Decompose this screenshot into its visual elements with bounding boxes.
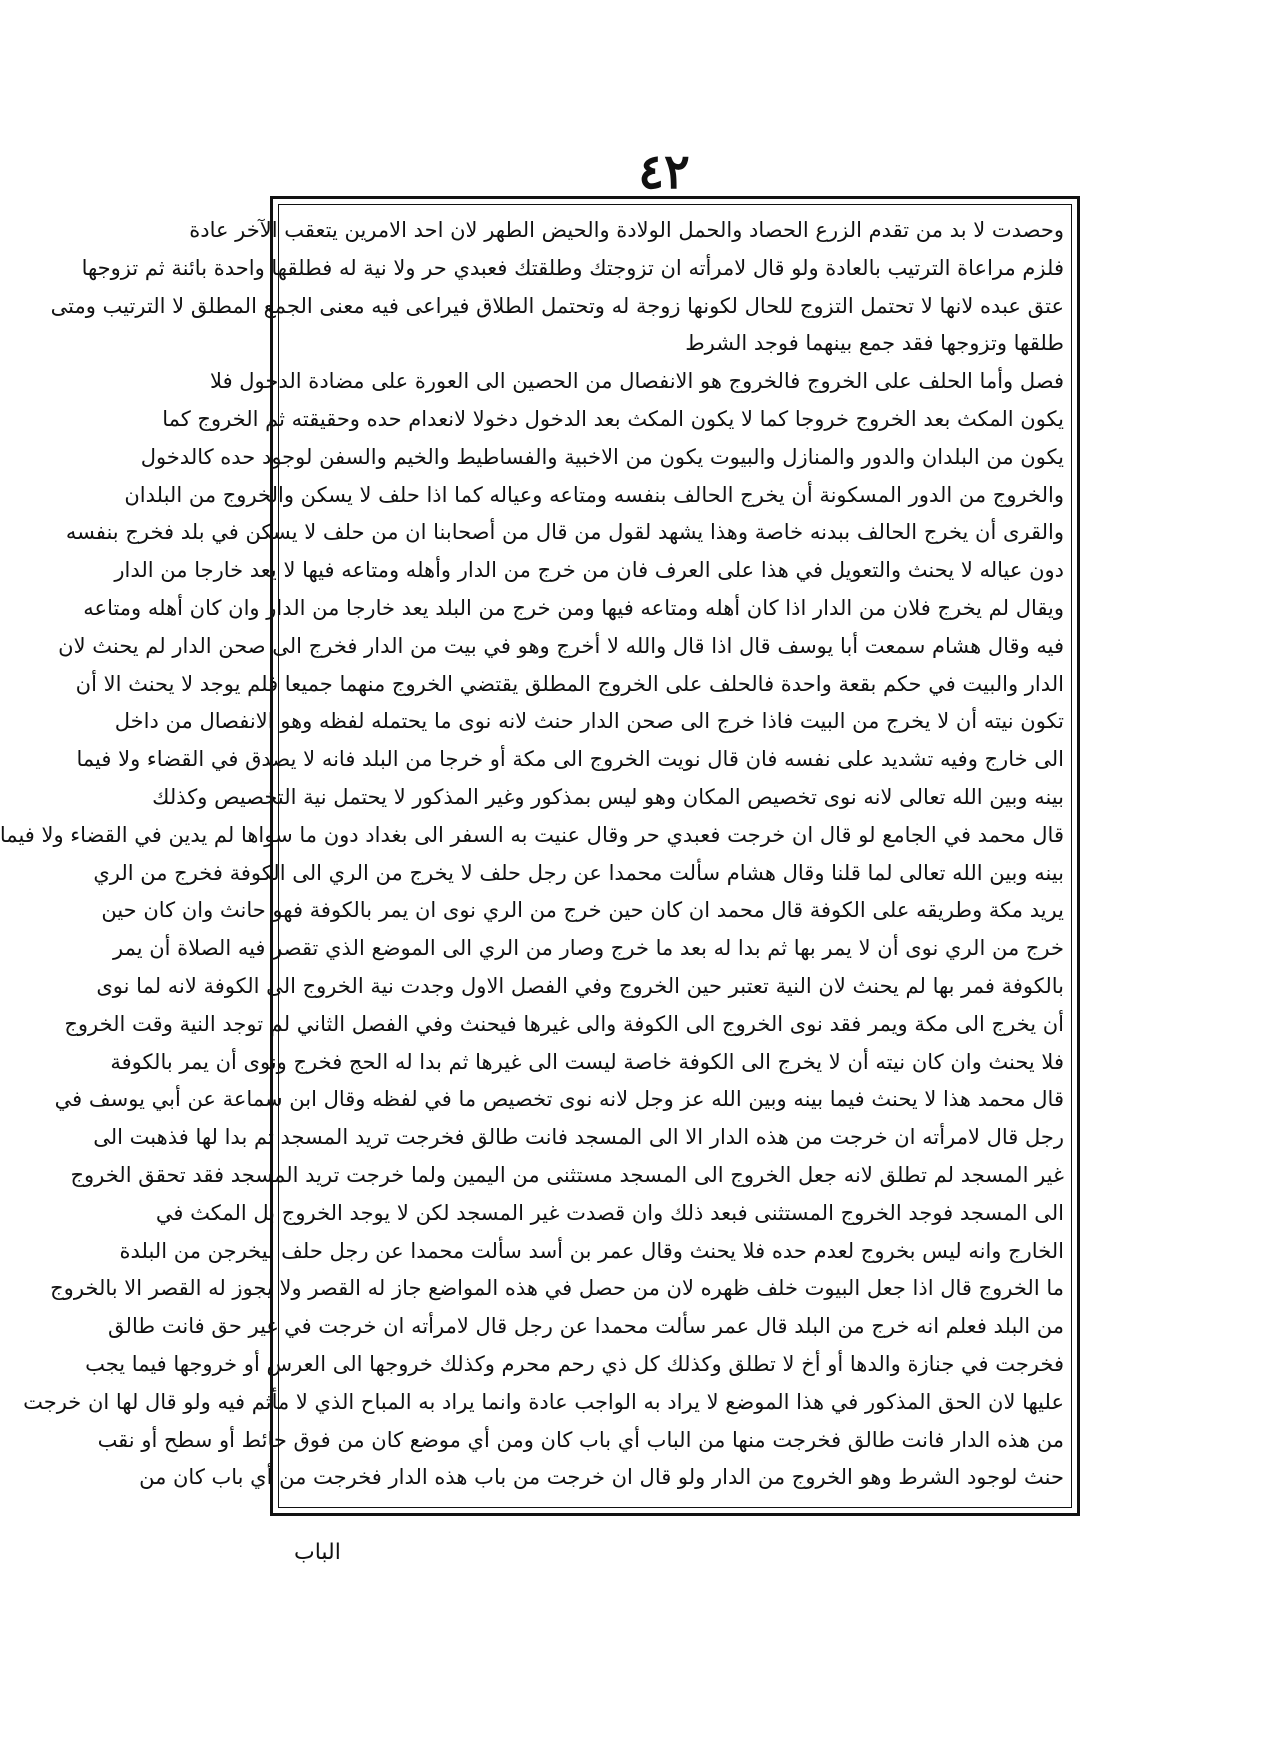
- text-line: خرج من الري نوى أن لا يمر بها ثم بدا له بعد ما خرج وصار من الري الى الموضع الذي تقصر فيه الصلاة أن يمر: [113, 936, 1064, 961]
- text-line: والقرى أن يخرج الحالف ببدنه خاصة وهذا يشهد لقول من قال من أصحابنا ان من حلف لا يسكن في بلد فخرج بنفسه: [65, 520, 1064, 545]
- text-line: ويقال لم يخرج فلان من الدار اذا كان أهله ومتاعه فيها ومن خرج من البلد يعد خارجا من الدار وان كان أهله ومتاعه: [83, 595, 1064, 620]
- text-line: فخرجت في جنازة والدها أو أخ لا تطلق وكذلك كل ذي رحم محرم وكذلك خروجها الى العرس أو خروجها فيما يجب: [85, 1351, 1064, 1376]
- text-line: عتق عبده لانها لا تحتمل التزوج للحال لكونها زوجة له وتحتمل الطلاق فيراعى فيه معنى الجمع المطلق لا الترتيب ومتى: [50, 293, 1064, 318]
- text-line: بينه وبين الله تعالى لما قلنا وقال هشام سألت محمدا عن رجل حلف لا يخرج من الري الى الكوفة فخرج من الري: [93, 860, 1064, 885]
- text-line: عليها لان الحق المذكور في هذا الموضع لا يراد به الواجب عادة وانما يراد به المباح الذي لا مأثم فيه ولو قال لها ان خرجت: [23, 1389, 1064, 1414]
- text-line: من البلد فعلم انه خرج من البلد قال عمر سألت محمدا عن رجل قال لامرأته ان خرجت في غير حق فانت طالق: [108, 1314, 1064, 1339]
- text-line: قال محمد هذا لا يحنث فيما بينه وبين الله عز وجل لانه نوى تخصيص ما في لفظه وقال ابن سماعة عن أبي يوسف في: [54, 1087, 1064, 1112]
- text-line: والخروج من الدور المسكونة أن يخرج الحالف بنفسه ومتاعه وعياله كما اذا حلف لا يسكن والخروج من البلدان: [124, 482, 1064, 507]
- text-block: [0, 212, 1064, 1500]
- text-line: ما الخروج قال اذا جعل البيوت خلف ظهره لان من حصل في هذه المواضع جاز له القصر ولا يجوز له القصر الا بالخروج: [50, 1276, 1064, 1301]
- text-line: الخارج وانه ليس بخروج لعدم حده فلا يحنث وقال عمر بن أسد سألت محمدا عن رجل حلف ليخرجن من البلدة: [119, 1238, 1064, 1263]
- text-line: طلقها وتزوجها فقد جمع بينهما فوجد الشرط: [685, 331, 1064, 356]
- text-line: رجل قال لامرأته ان خرجت من هذه الدار الا الى المسجد فانت طالق فخرجت تريد المسجد ثم بدا لها فذهبت الى: [93, 1125, 1064, 1150]
- section-heading-line: فصل وأما الحلف على الخروج فالخروج هو الانفصال من الحصين الى العورة على مضادة الدخول فلا: [210, 369, 1064, 394]
- text-line: الى المسجد فوجد الخروج المستثنى فبعد ذلك وان قصدت غير المسجد لكن لا يوجد الخروج بل المكث في: [155, 1200, 1064, 1225]
- text-line: يكون المكث بعد الخروج خروجا كما لا يكون المكث بعد الدخول دخولا لانعدام حده وحقيقته ثم الخروج كما: [162, 406, 1064, 431]
- page-number: ٤٢: [638, 144, 690, 200]
- text-line: يكون من البلدان والدور والمنازل والبيوت يكون من الاخبية والفساطيط والخيم والسفن لوجود حده كالدخول: [140, 444, 1064, 469]
- text-line: دون عياله لا يحنث والتعويل في هذا على العرف فان من خرج من الدار وأهله ومتاعه فيها لا يعد خارجا من الدار: [114, 558, 1064, 583]
- text-line: من هذه الدار فانت طالق فخرجت منها من الباب أي باب كان ومن أي موضع كان من فوق حائط أو سطح أو نقب: [97, 1427, 1064, 1452]
- text-line: أن يخرج الى مكة ويمر فقد نوى الخروج الى الكوفة والى غيرها فيحنث وفي الفصل الثاني لم توجد النية وقت الخروج: [64, 1011, 1064, 1036]
- catchword: الباب: [294, 1540, 341, 1565]
- text-line: تكون نيته أن لا يخرج من البيت فاذا خرج الى صحن الدار حنث لانه نوى ما يحتمله لفظه وهو الانفصال من داخل: [114, 709, 1064, 734]
- text-line: يريد مكة وطريقه على الكوفة قال محمد ان كان حين خرج من الري نوى ان يمر بالكوفة فهو حانث وان كان حين: [101, 898, 1064, 923]
- text-line: وحصدت لا بد من تقدم الزرع الحصاد والحمل الولادة والحيض الطهر لان احد الامرين يتعقب الآخر عادة: [189, 218, 1064, 242]
- text-line: بينه وبين الله تعالى لانه نوى تخصيص المكان وهو ليس بمذكور وغير المذكور لا يحتمل نية التخصيص وكذلك: [152, 784, 1064, 809]
- text-line: غير المسجد لم تطلق لانه جعل الخروج الى المسجد مستثنى من اليمين ولما خرجت تريد المسجد فقد تحقق الخروج: [70, 1162, 1064, 1187]
- text-line: بالكوفة فمر بها لم يحنث لان النية تعتبر حين الخروج وفي الفصل الاول وجدت نية الخروج الى الكوفة لانه لما نوى: [96, 973, 1064, 998]
- text-line: فلزم مراعاة الترتيب بالعادة ولو قال لامرأته ان تزوجتك وطلقتك فعبدي حر ولا نية له فطلقها واحدة بائنة ثم تزوجها: [81, 255, 1064, 280]
- text-line: الدار والبيت في حكم بقعة واحدة فالحلف على الخروج المطلق يقتضي الخروج منهما جميعا فلم يوجد لا يحنث الا أن: [75, 671, 1064, 696]
- text-line: فلا يحنث وان كان نيته أن لا يخرج الى الكوفة خاصة ليست الى غيرها ثم بدا له الحج فخرج ونوى أن يمر بالكوفة: [110, 1049, 1064, 1074]
- text-line: قال محمد في الجامع لو قال ان خرجت فعبدي حر وقال عنيت به السفر الى بغداد دون ما سواها لم يدين في القضاء ولا فيما: [0, 822, 1064, 847]
- text-line: حنث لوجود الشرط وهو الخروج من الدار ولو قال ان خرجت من باب هذه الدار فخرجت من أي باب كان من: [139, 1465, 1064, 1490]
- text-line: الى خارج وفيه تشديد على نفسه فان قال نويت الخروج الى مكة أو خرجا من البلد فانه لا يصدق في القضاء ولا فيما: [76, 747, 1064, 772]
- text-line: فيه وقال هشام سمعت أبا يوسف قال اذا قال والله لا أخرج وهو في بيت من الدار فخرج الى صحن الدار لم يحنث لان: [58, 633, 1064, 658]
